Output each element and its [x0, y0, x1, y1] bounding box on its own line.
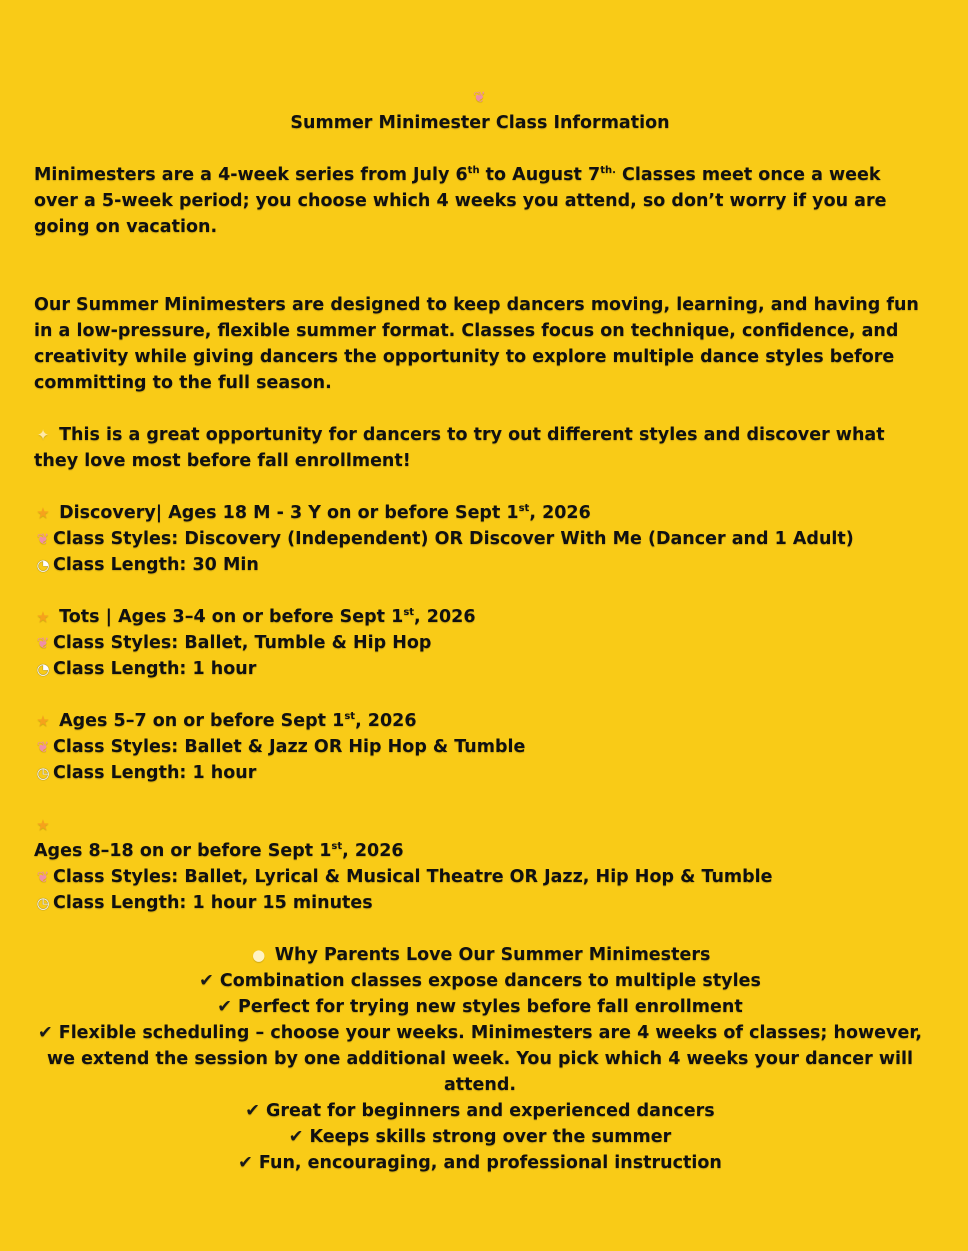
class-length: ◔ Class Length: 1 hour: [34, 656, 926, 682]
class-star-line: [34, 812, 926, 838]
class-block-ages-5-7: [34, 708, 926, 786]
clock-icon: ◷: [36, 894, 50, 912]
ballet-shoes-icon: ❦: [36, 868, 50, 886]
class-block-tots: [34, 604, 926, 682]
checkmark-icon: ✔: [245, 1101, 260, 1121]
class-header: ★ Tots | Ages 3–4 on or before Sept 1st, 2026: [34, 604, 926, 630]
flyer-content: [34, 84, 926, 1176]
class-styles: ❦ Class Styles: Ballet & Jazz OR Hip Hop & Tumble: [34, 734, 926, 760]
why-item: ✔ Great for beginners and experienced dancers: [245, 1101, 715, 1121]
class-length: ◷ Class Length: 1 hour 15 minutes: [34, 890, 926, 916]
why-section: [34, 942, 926, 1176]
class-styles: ❦ Class Styles: Discovery (Independent) OR Discover With Me (Dancer and 1 Adult): [34, 526, 926, 552]
star-icon: ★: [36, 608, 50, 626]
checkmark-icon: ✔: [199, 971, 214, 991]
checkmark-icon: ✔: [217, 997, 232, 1017]
title-icon-line: [34, 84, 926, 110]
star-icon: ★: [36, 712, 50, 730]
why-item: ✔ Perfect for trying new styles before fall enrollment: [217, 997, 743, 1017]
lightbulb-icon: ●: [252, 946, 266, 964]
class-header: ★ Discovery| Ages 18 M - 3 Y on or before Sept 1st, 2026: [34, 500, 926, 526]
class-header: Ages 8–18 on or before Sept 1st, 2026: [34, 841, 404, 861]
why-item: ✔ Fun, encouraging, and professional instruction: [238, 1153, 722, 1173]
class-styles: ❦ Class Styles: Ballet, Tumble & Hip Hop: [34, 630, 926, 656]
class-block-discovery: [34, 500, 926, 578]
why-item: ✔ Flexible scheduling – choose your weeks. Minimesters are 4 weeks of classes; however, we extend the session by one additional week. You pick which 4 weeks your dancer will attend.: [37, 1023, 923, 1095]
why-title: ● Why Parents Love Our Summer Minimesters: [34, 942, 926, 968]
checkmark-icon: ✔: [238, 1153, 253, 1173]
ballet-shoes-icon: ❦: [36, 634, 50, 652]
ballet-shoes-icon: ❦: [36, 738, 50, 756]
why-item: ✔ Combination classes expose dancers to multiple styles: [199, 971, 761, 991]
sparkles-icon: ✦: [36, 426, 50, 444]
class-styles: ❦ Class Styles: Ballet, Lyrical & Musical Theatre OR Jazz, Hip Hop & Tumble: [34, 864, 926, 890]
class-header: ★ Ages 5–7 on or before Sept 1st, 2026: [34, 708, 926, 734]
clock-icon: ◷: [36, 764, 50, 782]
star-icon: ★: [36, 504, 50, 522]
ballet-shoes-icon: ❦: [473, 88, 486, 106]
checkmark-icon: ✔: [37, 1023, 53, 1043]
star-icon: ★: [36, 816, 50, 834]
description-paragraph: Our Summer Minimesters are designed to keep dancers moving, learning, and having fun in a low-pressure, flexible summer format. Classes focus on technique, confidence, and creativity while giving dancers the opportunity to explore multiple dance styles before committing to the full season.: [34, 295, 919, 393]
intro-paragraph: Minimesters are a 4-week series from July 6th to August $7^{th.}$ Classes meet once a week over a 5-week period; you choose which 4 weeks you attend, so don’t worry if you are going on vacation.: [34, 165, 887, 237]
class-block-ages-8-18: [34, 812, 926, 916]
class-length: ◔ Class Length: 30 Min: [34, 552, 926, 578]
page-title: Summer Minimester Class Information: [290, 113, 670, 133]
highlight-line: ✦ This is a great opportunity for dancers to try out different styles and discover what they love most before fall enrollment!: [34, 422, 926, 474]
why-item: ✔ Keeps skills strong over the summer: [288, 1127, 672, 1147]
clock-icon: ◔: [36, 660, 50, 678]
class-length: ◷ Class Length: 1 hour: [34, 760, 926, 786]
ballet-shoes-icon: ❦: [36, 530, 50, 548]
clock-icon: ◔: [36, 556, 50, 574]
checkmark-icon: ✔: [288, 1127, 304, 1147]
